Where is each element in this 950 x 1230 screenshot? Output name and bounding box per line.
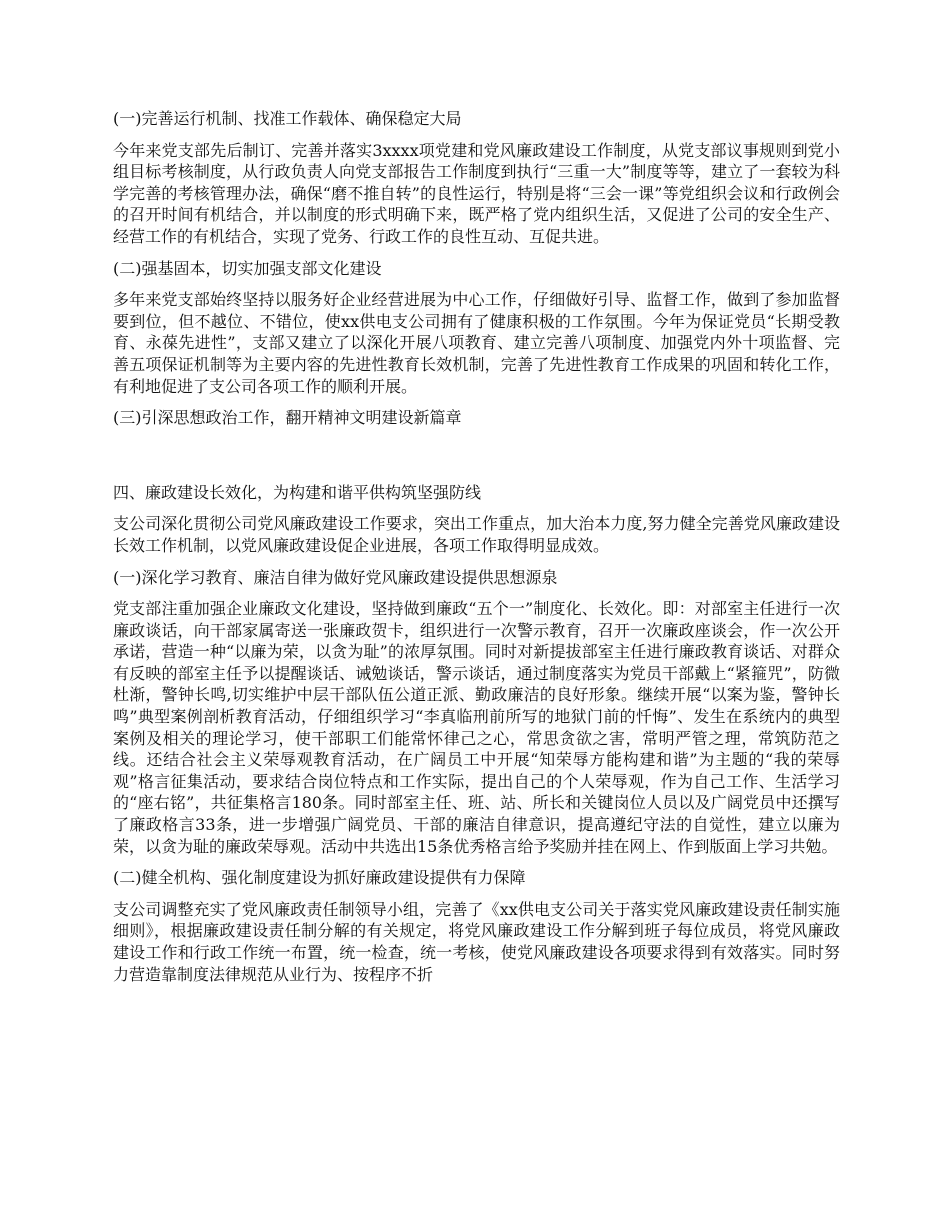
section-heading-1-3: (三)引深思想政治工作，翻开精神文明建设新篇章 [113,408,462,428]
section-heading-4-2: (二)健全机构、强化制度建设为抓好廉政建设提供有力保障 [113,868,526,888]
paragraph-5: 支公司调整充实了党风廉政责任制领导小组，完善了《xx供电支公司关于落实党风廉政建设责任制实施细则》，根据廉政建设责任制分解的有关规定，将党风廉政建设工作分解到班子每位成员，将党风廉政建设工作和行政工作统一布置，统一检查，统一考核，使党风廉政建设各项要求得到有效落实。同时努力营造靠制度法律规范从业行为、按程序不折 [113,899,840,984]
section-heading-1-2: (二)强基固本，切实加强支部文化建设 [113,258,382,278]
section-heading-4-1: (一)深化学习教育、廉洁自律为做好党风廉政建设提供思想源泉 [113,567,558,587]
document-body [113,108,840,995]
paragraph-1: 今年来党支部先后制订、完善并落实3xxxx项党建和党风廉政建设工作制度，从党支部议事规则到党小组目标考核制度，从行政负责人向党支部报告工作制度到执行“三重一大”制度等等，建立了一套较为科学完善的考核管理办法，确保“磨不推自转”的良性运行，特别是将“三会一课”等党组织会议和行政例会的召开时间有机结合，并以制度的形式明确下来，既严格了党内组织生活，又促进了公司的安全生产、经营工作的有机结合，实现了党务、行政工作的良性互动、互促共进。 [113,140,840,246]
blank-spacer [113,439,840,482]
paragraph-2: 多年来党支部始终坚持以服务好企业经营进展为中心工作，仔细做好引导、监督工作，做到了参加监督要到位，但不越位、不错位，使xx供电支公司拥有了健康积极的工作氛围。今年为保证党员“长期受教育、永葆先进性”，支部又建立了以深化开展八项教育、建立完善八项制度、加强党内外十项监督、完善五项保证机制等为主要内容的先进性教育长效机制，完善了先进性教育工作成果的巩固和转化工作，有利地促进了支公司各项工作的顺利开展。 [113,290,840,396]
section-heading-1-1: (一)完善运行机制、找准工作载体、确保稳定大局 [113,109,462,128]
paragraph-3: 支公司深化贯彻公司党风廉政建设工作要求，突出工作重点，加大治本力度,努力健全完善党风廉政建设长效工作机制，以党风廉政建设促企业进展，各项工作取得明显成效。 [113,514,840,555]
paragraph-4: 党支部注重加强企业廉政文化建设，坚持做到廉政“五个一”制度化、长效化。即：对部室主任进行一次廉政谈话，向干部家属寄送一张廉政贺卡，组织进行一次警示教育，召开一次廉政座谈会，作一次公开承诺，营造一种“以廉为荣，以贪为耻”的浓厚氛围。同时对新提拔部室主任进行廉政教育谈话、对群众有反映的部室主任予以提醒谈话、诫勉谈话，警示谈话，通过制度落实为党员干部戴上“紧箍咒”，防微杜渐，警钟长鸣,切实维护中层干部队伍公道正派、勤政廉洁的良好形象。继续开展“以案为鉴，警钟长鸣”典型案例剖析教育活动，仔细组织学习“李真临刑前所写的地狱门前的忏悔”、发生在系统内的典型案例及相关的理论学习，使干部职工们能常怀律己之心，常思贪欲之害，常明严管之理，常筑防范之线。还结合社会主义荣辱观教育活动，在广阔员工中开展“知荣辱方能构建和谐”为主题的“我的荣辱观”格言征集活动，要求结合岗位特点和工作实际，提出自己的个人荣辱观，作为自己工作、生活学习的“座右铭”，共征集格言180条。同时部室主任、班、站、所长和关键岗位人员以及广阔党员中还撰写了廉政格言33条，进一步增强广阔党员、干部的廉洁自律意识，提高遵纪守法的自觉性，建立以廉为荣，以贪为耻的廉政荣辱观。活动中共选出15条优秀格言给予奖励并挂在网上、作到版面上学习共勉。 [113,599,840,856]
chapter-heading-4: 四、廉政建设长效化，为构建和谐平供构筑坚强防线 [113,482,482,502]
